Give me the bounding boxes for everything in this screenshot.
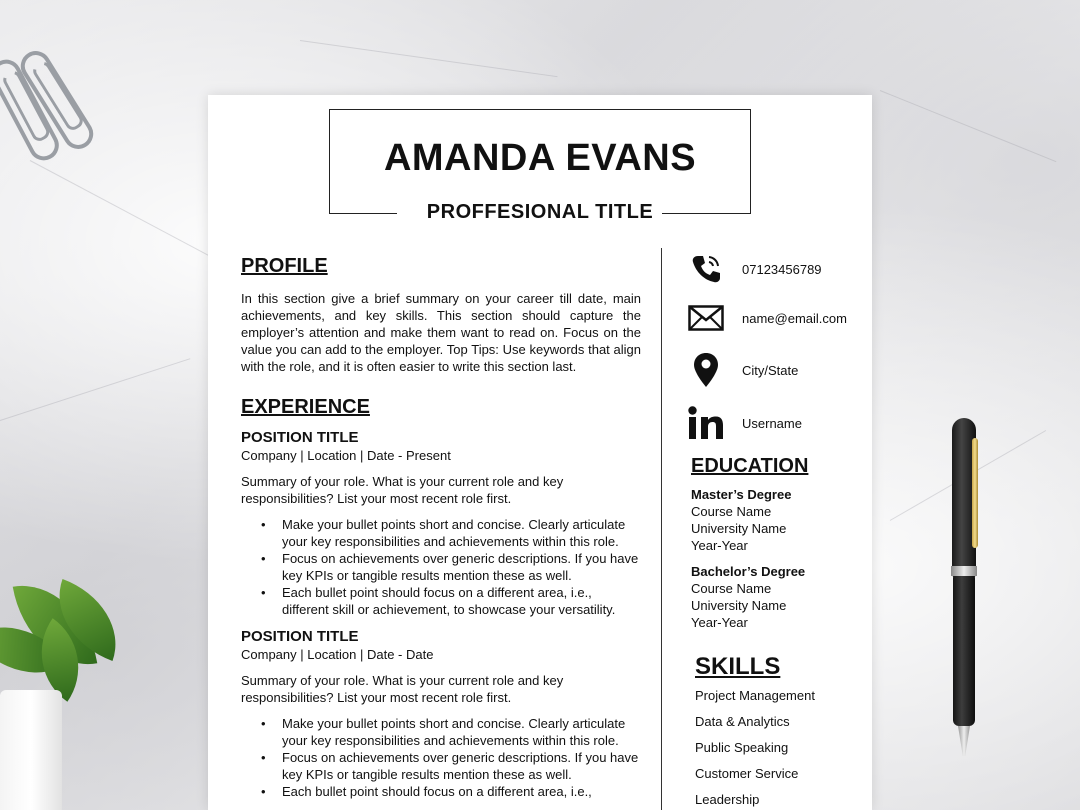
position-summary: Summary of your role. What is your current role and key responsibilities? List your most recent role first. [241, 673, 564, 705]
potted-plant [0, 560, 130, 810]
envelope-icon [686, 298, 726, 338]
years: Year-Year [691, 538, 748, 553]
profile-heading: PROFILE [241, 255, 328, 277]
bullet-item: • Each bullet point should focus on a different area, i.e., different skill or achievement, to showcase your versatility. [241, 584, 641, 618]
position-bullets [241, 715, 641, 800]
phone-icon [686, 249, 726, 289]
position-bullets [241, 516, 641, 618]
course-name: Course Name [691, 504, 772, 519]
education-section [691, 455, 861, 631]
position-meta: Company | Location | Date - Date [241, 647, 434, 662]
linkedin-username: Username [742, 415, 802, 431]
university-name: University Name [691, 521, 787, 536]
skill-item: Public Speaking [695, 740, 789, 755]
position-summary: Summary of your role. What is your current role and key responsibilities? List your most recent role first. [241, 474, 564, 506]
professional-title: PROFFESIONAL TITLE [426, 201, 654, 223]
linkedin-icon [686, 403, 726, 443]
column-divider [661, 248, 662, 810]
bullet-item: • Make your bullet points short and concise. Clearly articulate your key responsibilities and achievements within this role. [241, 516, 641, 550]
pen-band [951, 566, 977, 576]
degree-name: Bachelor’s Degree [691, 564, 806, 579]
plant-pot [0, 690, 62, 810]
pen [950, 418, 978, 758]
contact-linkedin [686, 403, 802, 443]
bullet-item: • Make your bullet points short and concise. Clearly articulate your key responsibilities and achievements within this role. [241, 715, 641, 749]
position-title: POSITION TITLE [241, 429, 359, 446]
marble-vein [880, 90, 1057, 162]
course-name: Course Name [691, 581, 772, 596]
skills-heading: SKILLS [695, 653, 781, 680]
bullet-item: • Focus on achievements over generic descriptions. If you have key KPIs or tangible results mention these as well. [241, 550, 641, 584]
position-title: POSITION TITLE [241, 628, 359, 645]
resume-sheet [208, 95, 872, 810]
education-entry [691, 563, 861, 631]
pen-barrel [953, 576, 975, 726]
university-name: University Name [691, 598, 787, 613]
position-entry [241, 628, 641, 800]
position-meta: Company | Location | Date - Present [241, 448, 451, 463]
skill-item: Customer Service [695, 766, 799, 781]
bullet-item: • Each bullet point should focus on a different area, i.e., [241, 783, 641, 800]
skill-item: Leadership [695, 792, 760, 807]
years: Year-Year [691, 615, 748, 630]
candidate-name: AMANDA EVANS [383, 137, 697, 179]
skills-section [695, 653, 865, 810]
degree-name: Master’s Degree [691, 487, 792, 502]
bullet-item: • Focus on achievements over generic descriptions. If you have key KPIs or tangible results mention these as well. [241, 749, 641, 783]
skill-item: Data & Analytics [695, 714, 790, 729]
email-address: name@email.com [742, 310, 847, 326]
marble-vein [0, 358, 190, 421]
position-entry [241, 429, 641, 618]
skill-item: Project Management [695, 688, 815, 703]
pen-clip [972, 438, 978, 548]
contact-email [686, 298, 847, 338]
profile-text: In this section give a brief summary on your career till date, main achievements, and key skills. This section should capture the employer’s attention and make them want to read on. Focus on the value you can add to the employer. Top Tips: Use keywords that align with the role, and it is often easier to write this section last. [241, 291, 641, 374]
pen-tip [958, 726, 970, 756]
experience-heading: EXPERIENCE [241, 396, 370, 418]
contact-location [686, 350, 798, 390]
marble-vein [300, 40, 558, 77]
phone-number: 07123456789 [742, 261, 822, 277]
left-column [241, 255, 641, 800]
education-entry [691, 486, 861, 554]
education-heading: EDUCATION [691, 455, 809, 477]
marble-vein [30, 160, 225, 264]
contact-phone [686, 249, 822, 289]
map-pin-icon [686, 350, 726, 390]
city-state: City/State [742, 362, 799, 378]
